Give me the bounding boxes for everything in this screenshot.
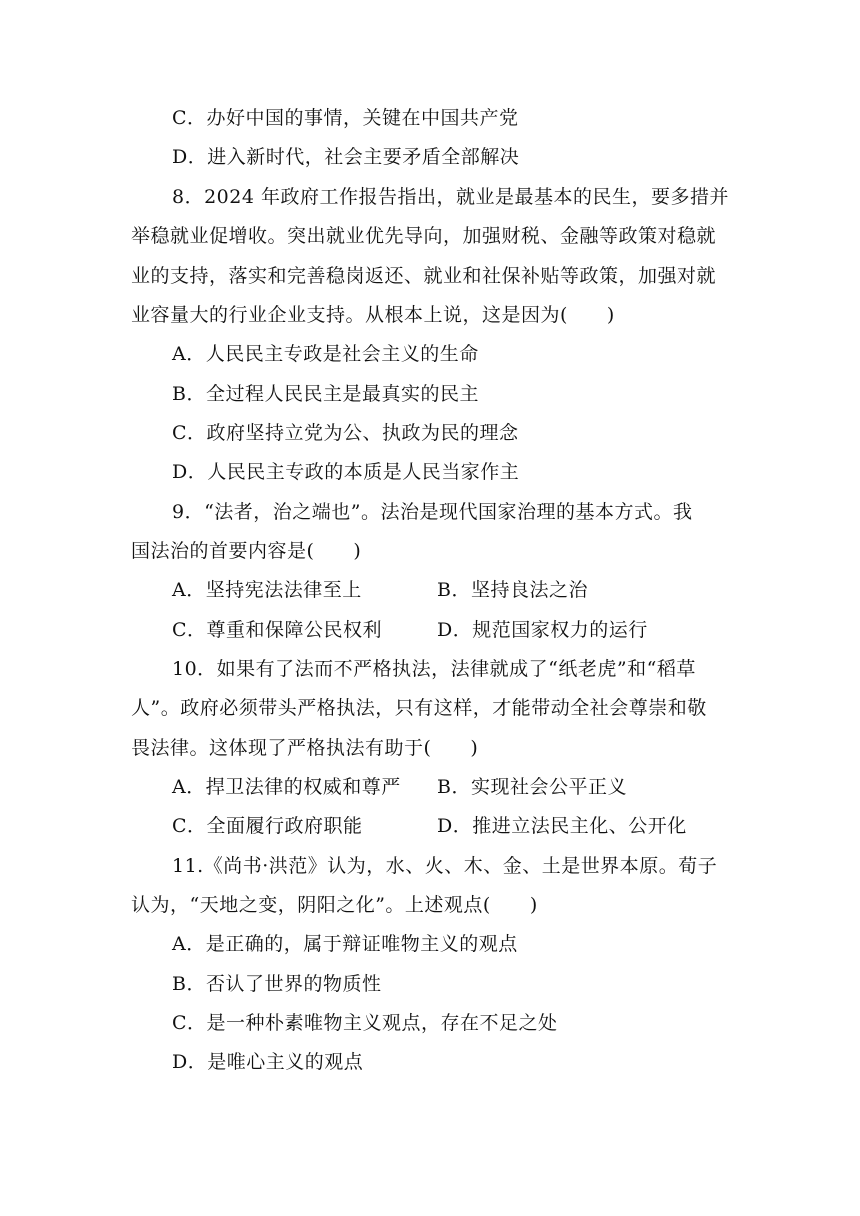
q10-stem-line-1: 10．如果有了法而不严格执法，法律就成了“纸老虎”和“稻草	[172, 658, 696, 680]
q10-option-b: B．实现社会公平正义	[437, 776, 627, 798]
q11-option-b: B．否认了世界的物质性	[172, 973, 382, 995]
q11-stem-line-1: 11.《尚书·洪范》认为，水、火、木、金、土是世界本原。荀子	[172, 855, 718, 877]
q9-option-b: B．坚持良法之治	[437, 579, 588, 601]
q7-option-c: C．办好中国的事情，关键在中国共产党	[172, 107, 519, 129]
q10-option-c: C．全面履行政府职能	[172, 815, 363, 837]
q9-option-d: D．规范国家权力的运行	[437, 619, 648, 641]
q8-option-a: A．人民民主专政是社会主义的生命	[172, 343, 479, 365]
q9-stem-line-1: 9．“法者，治之端也”。法治是现代国家治理的基本方式。我	[172, 501, 693, 523]
q7-option-d: D．进入新时代，社会主要矛盾全部解决	[172, 146, 520, 168]
q10-option-d: D．推进立法民主化、公开化	[437, 815, 687, 837]
q11-option-c: C．是一种朴素唯物主义观点，存在不足之处	[172, 1012, 558, 1034]
q8-option-c: C．政府坚持立党为公、执政为民的理念	[172, 422, 519, 444]
q8-stem-line-3: 业的支持，落实和完善稳岗返还、就业和社保补贴等政策，加强对就	[131, 265, 717, 287]
q10-option-a: A．捍卫法律的权威和尊严	[172, 776, 401, 798]
q11-option-a: A．是正确的，属于辩证唯物主义的观点	[172, 933, 518, 955]
q8-option-b: B．全过程人民民主是最真实的民主	[172, 383, 479, 405]
q9-stem-line-2: 国法治的首要内容是( )	[131, 540, 362, 562]
q8-option-d: D．人民民主专政的本质是人民当家作主	[172, 461, 520, 483]
q11-stem-line-2: 认为，“天地之变，阴阳之化”。上述观点( )	[131, 894, 538, 916]
q8-stem-line-2: 举稳就业促增收。突出就业优先导向，加强财税、金融等政策对稳就	[131, 225, 717, 247]
q11-option-d: D．是唯心主义的观点	[172, 1051, 364, 1073]
q9-option-a: A．坚持宪法法律至上	[172, 579, 362, 601]
q8-stem-line-1: 8．2024 年政府工作报告指出，就业是最基本的民生，要多措并	[172, 186, 729, 208]
q9-option-c: C．尊重和保障公民权利	[172, 619, 383, 641]
q10-stem-line-3: 畏法律。这体现了严格执法有助于( )	[131, 737, 479, 759]
q10-stem-line-2: 人”。政府必须带头严格执法，只有这样，才能带动全社会尊崇和敬	[131, 697, 707, 719]
q8-stem-line-4: 业容量大的行业企业支持。从根本上说，这是因为( )	[131, 304, 615, 326]
